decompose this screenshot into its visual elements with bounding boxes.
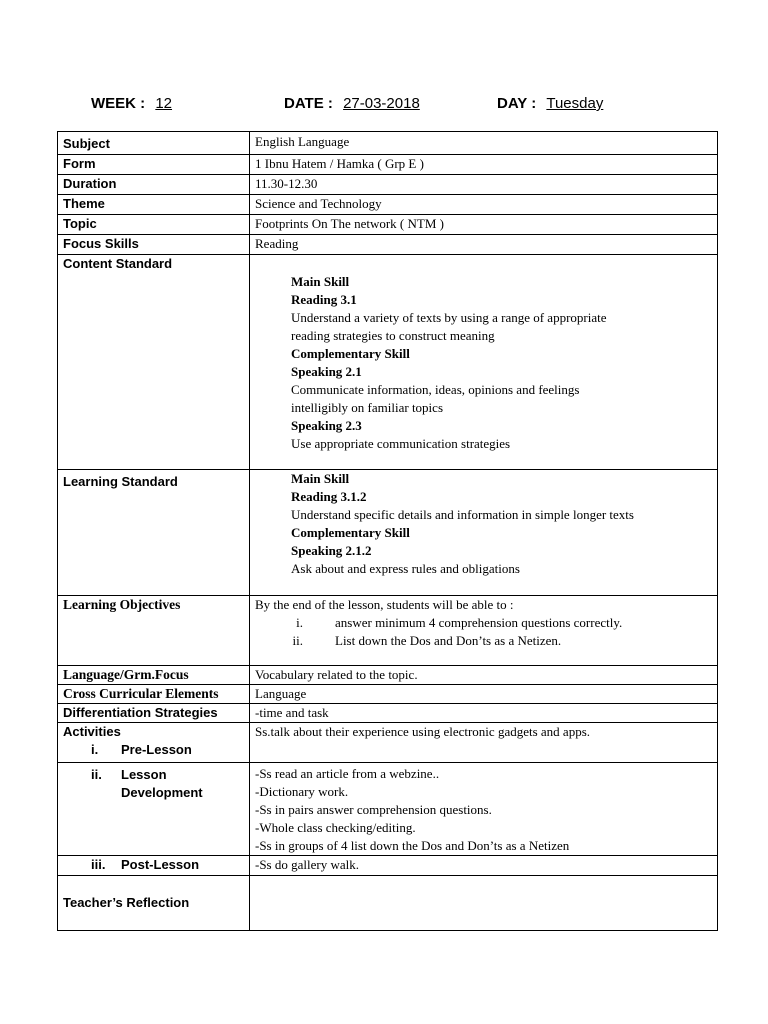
development-step: -Whole class checking/editing. [255, 820, 416, 835]
teacher-reflection-label: Teacher’s Reflection [58, 876, 250, 931]
speaking-code: Speaking 2.1 [291, 364, 362, 379]
learning-objectives-label: Learning Objectives [58, 596, 250, 666]
development-step: -Ss read an article from a webzine.. [255, 766, 440, 781]
teacher-reflection-value [250, 876, 718, 931]
activities-heading: Activities [63, 724, 121, 739]
row-duration [58, 175, 718, 195]
duration-label: Duration [58, 175, 250, 195]
topic-label: Topic [58, 215, 250, 235]
pre-lesson-label [63, 741, 244, 759]
lesson-development-title-line: Lesson [121, 767, 167, 782]
lesson-development-row [63, 766, 244, 802]
week-label: WEEK : [91, 95, 146, 112]
speaking-code: Speaking 2.1.2 [291, 543, 372, 558]
lesson-development-title [121, 766, 244, 802]
language-focus-value: Vocabulary related to the topic. [250, 666, 718, 685]
main-skill-heading: Main Skill [291, 471, 350, 486]
lesson-plan-table [57, 131, 718, 931]
main-skill-heading: Main Skill [291, 274, 350, 289]
language-focus-label: Language/Grm.Focus [58, 666, 250, 685]
learning-standard-block [255, 470, 712, 578]
pre-lesson-value: Ss.talk about their experience using electronic gadgets and apps. [250, 723, 718, 763]
week-group [91, 95, 172, 112]
cross-curricular-label: Cross Curricular Elements [58, 685, 250, 704]
subject-value: English Language [250, 132, 718, 155]
focus-skills-value: Reading [250, 235, 718, 255]
lesson-development-value [250, 763, 718, 856]
speaking-code: Speaking 2.3 [291, 418, 362, 433]
row-form [58, 155, 718, 175]
reading-text: Understand a variety of texts by using a range of appropriate [291, 310, 607, 325]
post-lesson-title: Post-Lesson [121, 857, 200, 872]
day-value: Tuesday [546, 95, 604, 112]
activities-pre-label [58, 723, 250, 763]
differentiation-label: Differentiation Strategies [58, 704, 250, 723]
objective-text: answer minimum 4 comprehension questions correctly. [335, 615, 623, 630]
post-lesson-number: iii. [91, 857, 106, 872]
post-lesson-value: -Ss do gallery walk. [250, 856, 718, 876]
row-learning-objectives [58, 596, 718, 666]
differentiation-value: -time and task [250, 704, 718, 723]
week-value: 12 [155, 95, 173, 112]
objectives-list [255, 614, 712, 650]
row-cross-curricular [58, 685, 718, 704]
duration-value: 11.30-12.30 [250, 175, 718, 195]
development-step: -Dictionary work. [255, 784, 349, 799]
content-standard-value [250, 255, 718, 470]
objective-text: List down the Dos and Don’ts as a Netizen. [335, 633, 562, 648]
lesson-header [0, 95, 768, 117]
theme-label: Theme [58, 195, 250, 215]
row-theme [58, 195, 718, 215]
objective-number: i. [296, 615, 303, 630]
form-label: Form [58, 155, 250, 175]
development-step: -Ss in pairs answer comprehension questions. [255, 802, 492, 817]
speaking-text: intelligibly on familiar topics [291, 400, 444, 415]
learning-standard-value [250, 470, 718, 596]
row-language-focus [58, 666, 718, 685]
date-group [284, 95, 420, 112]
row-activities-pre [58, 723, 718, 763]
cross-curricular-value: Language [250, 685, 718, 704]
learning-objectives-value [250, 596, 718, 666]
day-group [497, 95, 603, 112]
theme-value: Science and Technology [250, 195, 718, 215]
pre-lesson-number: i. [91, 742, 99, 757]
content-standard-block [255, 273, 712, 453]
lesson-development-title-line: Development [121, 785, 203, 800]
content-standard-label: Content Standard [58, 255, 250, 470]
subject-label: Subject [58, 132, 250, 155]
objective-item [255, 614, 712, 632]
lesson-development-label [58, 763, 250, 856]
focus-skills-label: Focus Skills [58, 235, 250, 255]
row-lesson-development [58, 763, 718, 856]
complementary-skill-heading: Complementary Skill [291, 525, 410, 540]
objective-item [255, 632, 712, 650]
development-step: -Ss in groups of 4 list down the Dos and Don’ts as a Netizen [255, 838, 570, 853]
speaking-text: Use appropriate communication strategies [291, 436, 511, 451]
day-label: DAY : [497, 95, 537, 112]
row-topic [58, 215, 718, 235]
reading-text: Understand specific details and information in simple longer texts [291, 507, 634, 522]
topic-value: Footprints On The network ( NTM ) [250, 215, 718, 235]
row-focus-skills [58, 235, 718, 255]
reading-code: Reading 3.1 [291, 292, 357, 307]
speaking-text: Ask about and express rules and obligations [291, 561, 520, 576]
post-lesson-label [58, 856, 250, 876]
objective-number: ii. [292, 633, 303, 648]
row-post-lesson [58, 856, 718, 876]
speaking-text: Communicate information, ideas, opinions and feelings [291, 382, 580, 397]
pre-lesson-title: Pre-Lesson [121, 742, 192, 757]
row-teacher-reflection [58, 876, 718, 931]
complementary-skill-heading: Complementary Skill [291, 346, 410, 361]
date-value: 27-03-2018 [343, 95, 420, 112]
reading-text: reading strategies to construct meaning [291, 328, 495, 343]
post-lesson-row [63, 856, 244, 874]
row-learning-standard [58, 470, 718, 596]
lesson-development-number: ii. [91, 767, 102, 782]
row-subject [58, 132, 718, 155]
reading-code: Reading 3.1.2 [291, 489, 367, 504]
date-label: DATE : [284, 95, 333, 112]
form-value: 1 Ibnu Hatem / Hamka ( Grp E ) [250, 155, 718, 175]
row-differentiation [58, 704, 718, 723]
objectives-intro: By the end of the lesson, students will be able to : [255, 597, 514, 612]
row-content-standard [58, 255, 718, 470]
learning-standard-label: Learning Standard [58, 470, 250, 596]
